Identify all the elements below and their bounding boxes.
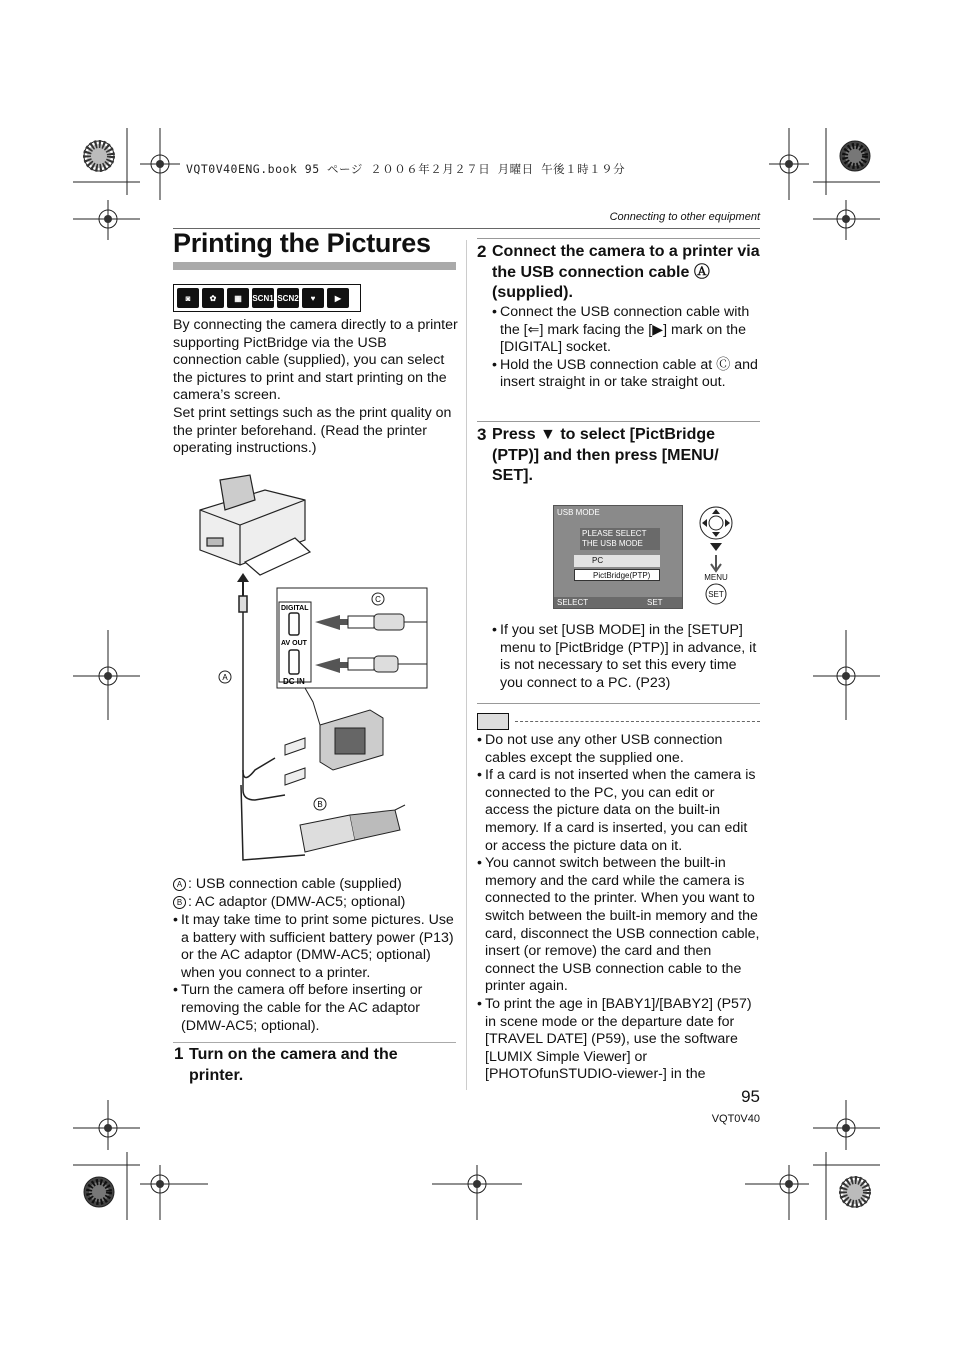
step3-text: Press ▼ to select [PictBridge (PTP)] and then press [MENU/ SET]. — [492, 426, 719, 484]
camera-illustration — [305, 688, 383, 770]
note-item: • To print the age in [BABY1]/[BABY2] (P57) in scene mode or the departure date for [TRAVEL DATE] (P59), use the software [LUMIX Simple Viewer] or [PHOTOfunSTUDIO-viewer-] in the — [477, 996, 760, 1084]
port-av-out-label: AV OUT — [281, 640, 307, 647]
circle-b-icon: B — [173, 896, 186, 909]
note-item: • It may take time to print some pictures. Use a battery with sufficient battery power (P13) or the AC adaptor (DMW-AC5; optional) when you connect to a printer. — [173, 912, 458, 982]
printer-illustration — [200, 475, 310, 575]
lcd-option-pictbridge: PictBridge(PTP) — [574, 569, 660, 581]
intro-paragraph: Set print settings such as the print quality on the printer beforehand. (Read the printer operating instructions.) — [173, 404, 452, 457]
connection-diagram — [195, 470, 435, 865]
lcd-bottom-bar — [554, 597, 682, 608]
step1-text: Turn on the camera and the printer. — [189, 1046, 398, 1084]
lcd-select-label: SELECT — [557, 598, 589, 607]
legend-a: A : USB connection cable (supplied) — [173, 876, 458, 894]
left-notes — [173, 912, 458, 1035]
note-item: • Turn the camera off before inserting or removing the cable for the AC adaptor (DMW-AC5; optional). — [173, 982, 458, 1035]
title-underline — [173, 262, 456, 270]
circle-a-icon: A — [173, 878, 186, 891]
ac-adaptor-illustration — [300, 805, 405, 852]
intro-paragraph: By connecting the camera directly to a printer supporting PictBridge via the USB connection cable (supplied), you can select the pictures to print and start printing on the camera’s screen. — [173, 317, 458, 404]
lcd-message: PLEASE SELECT THE USB MODE — [580, 528, 660, 550]
port-digital-label: DIGITAL — [281, 605, 309, 612]
page-title: Printing the Pictures — [173, 228, 431, 258]
note-item: • Hold the USB connection cable at Ⓒ and insert straight in or take straight out. — [492, 357, 760, 392]
memo-notes — [477, 732, 760, 1084]
note-item: • Do not use any other USB connection cables except the supplied one. — [477, 732, 760, 767]
lcd-usb-mode-screen — [553, 505, 683, 609]
step2-number: 2 — [477, 242, 487, 261]
step1-number: 1 — [174, 1044, 184, 1063]
note-item: • If a card is not inserted when the camera is connected to the PC, you can edit or access the picture data on the built-in memory. If a card is inserted, you can edit or access the picture data on it. — [477, 767, 760, 855]
memo-dashed-line — [515, 721, 760, 722]
lcd-title: USB MODE — [557, 508, 600, 517]
mode-icon-bar — [173, 284, 361, 312]
step3-number: 3 — [477, 425, 487, 444]
legend-b: B : AC adaptor (DMW-AC5; optional) — [173, 894, 458, 912]
step2-notes — [492, 304, 760, 392]
label-a: A — [222, 673, 228, 682]
camera-mode-icon: ◙ — [177, 288, 199, 308]
intro-text — [173, 317, 458, 458]
memo-rule — [477, 703, 760, 704]
page-number: 95 — [741, 1087, 760, 1106]
macro-mode-icon: ✿ — [202, 288, 224, 308]
step1-rule — [173, 1042, 456, 1043]
set-button-label: SET — [708, 590, 724, 599]
memo-icon — [477, 713, 509, 730]
book-file-info: VQT0V40ENG.book 95 ページ ２００６年２月２７日 月曜日 午後１時１９分 — [186, 162, 626, 176]
step2-rule — [477, 238, 760, 239]
label-c: C — [375, 595, 381, 604]
note-item: • You cannot switch between the built-in memory and the card while the camera is connected to the printer. When you want to switch between the built-in memory and the card, disconnect the USB connection cable, insert (or remove) the card and then connect the USB connection cable to the printer again. — [477, 855, 760, 996]
step3-rule — [477, 421, 760, 422]
port-dc-in-label: DC IN — [283, 677, 305, 686]
motion-picture-mode-icon: ▦ — [227, 288, 249, 308]
step2-text: Connect the camera to a printer via the USB connection cable Ⓐ (supplied). — [492, 243, 760, 301]
section-title: Connecting to other equipment — [609, 211, 760, 223]
document-code: VQT0V40 — [711, 1113, 760, 1125]
scn2-mode-icon: SCN2 — [277, 288, 299, 308]
lcd-set-label: SET — [647, 598, 663, 607]
note-item: • If you set [USB MODE] in the [SETUP] menu to [PictBridge (PTP)] in advance, it is not necessary to set this every time you connect to a PC. (P23) — [492, 622, 760, 692]
scn1-mode-icon: SCN1 — [252, 288, 274, 308]
label-b: B — [317, 800, 323, 809]
note-item: • Connect the USB connection cable with the [⇐] mark facing the [▶] mark on the [DIGITAL] socket. — [492, 304, 760, 357]
simple-mode-icon: ♥ — [302, 288, 324, 308]
playback-mode-icon: ▶ — [327, 288, 349, 308]
step3-notes — [492, 622, 760, 692]
lcd-option-pc: PC — [574, 555, 660, 567]
diagram-legend — [173, 876, 458, 911]
column-divider — [466, 240, 467, 1090]
menu-label: MENU — [704, 573, 728, 582]
